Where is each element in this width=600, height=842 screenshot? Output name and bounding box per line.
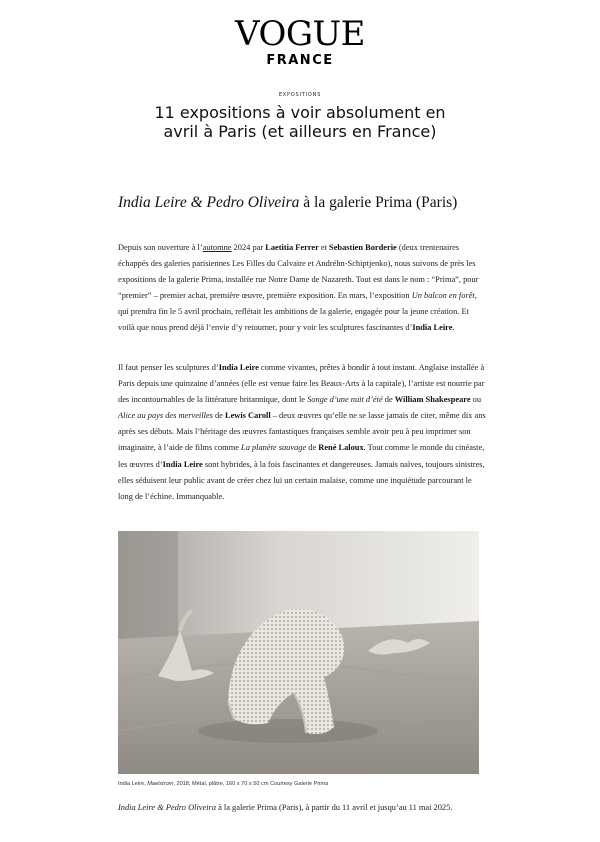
exhibition-info-artists: India Leire & Pedro Oliveira (118, 803, 217, 812)
photo-caption: India Leire, Maelstrom, 2018, Métal, plâtre, 160 x 70 x 50 cm Courtesy Galerie Prima (118, 781, 329, 787)
vogue-logo[interactable]: VOGUE (235, 14, 365, 54)
article-headline: 11 expositions à voir absolument en avril à Paris (et ailleurs en France) (154, 103, 446, 141)
film-title: La planète sauvage (241, 443, 307, 453)
edition-label: FRANCE (266, 53, 334, 68)
section-title-venue: à la galerie Prima (Paris) (299, 194, 458, 211)
autumn-link[interactable]: automne (202, 243, 232, 252)
book-title: Alice au pays des merveilles (118, 411, 213, 421)
paragraph-artist: Il faut penser les sculptures d’India Leire comme vivantes, prêtes à bondir à tout instant. Anglaise installée à Paris depuis une quinzaine d’années (elle est venue faire les Beaux-Arts à la capitale), l’artiste est nourrie par des incontournables de la littérature britannique, dont le Songe d’une nuit d’été de William Shakespeare ou Alice au pays des merveilles de Lewis Caroll – deux œuvres qu’elle ne se lasse jamais de citer, même dix ans après ses débuts. Mais l’héritage des œuvres fantastiques françaises semble avoir peu à peu imprimer son imaginaire, à l’aide de films comme La planète sauvage de René Laloux. Tout comme le monde du cinéaste, les œuvres d’India Leire sont hybrides, à la fois fascinantes et dangereuses. Jamais naïves, toujours sinistres, elles séduisent leur public avant de créer chez lui un certain malaise, comme une inquiétude parcourant le long de l’échine. Immanquable. (118, 363, 486, 501)
masthead (0, 16, 600, 68)
name-india-leire: India Leire (412, 323, 453, 333)
exhibition-title: Un balcon en forêt (411, 291, 475, 301)
artwork-photo[interactable] (118, 531, 479, 774)
artwork-title: Maelstrom (147, 781, 174, 787)
name-laetitia-ferrer: Laetitia Ferrer (265, 243, 319, 252)
article-rubric[interactable]: EXPOSITIONS (278, 92, 322, 98)
exhibition-info: India Leire & Pedro Oliveira à la galerie Prima (Paris), à partir du 11 avril et jusqu’au 11 mai 2025. (118, 803, 453, 812)
section-title-artists: India Leire & Pedro Oliveira (118, 194, 300, 211)
name-sebastien-borderie: Sebastien Borderie (329, 243, 397, 252)
section-title (118, 193, 488, 212)
photo-credit: Courtesy Galerie Prima (270, 781, 329, 787)
paragraph-intro: Depuis son ouverture à l’automne 2024 par Laetitia Ferrer et Sebastien Borderie (deux trentenaires échappés des galeries parisiennes Les Filles du Calvaire et Andréhn-Schiptjenko), nous suivons de près les expositions de la galerie Prima, installée rue Notre Dame de Nazareth. Tout est dans le nom : “Prima”, pour “premier” – premier achat, première œuvre, première exposition. En mars, l’exposition Un balcon en forêt, qui prendra fin le 5 avril prochain, reflétait les ambitions de la galerie, engagée pour la jeune création. Et voilà que nous prend déjà l’envie d’y retourner, pour y voir les sculptures fascinantes d’India Leire. (118, 243, 479, 333)
book-title: Songe d’une nuit d’été (307, 395, 383, 405)
